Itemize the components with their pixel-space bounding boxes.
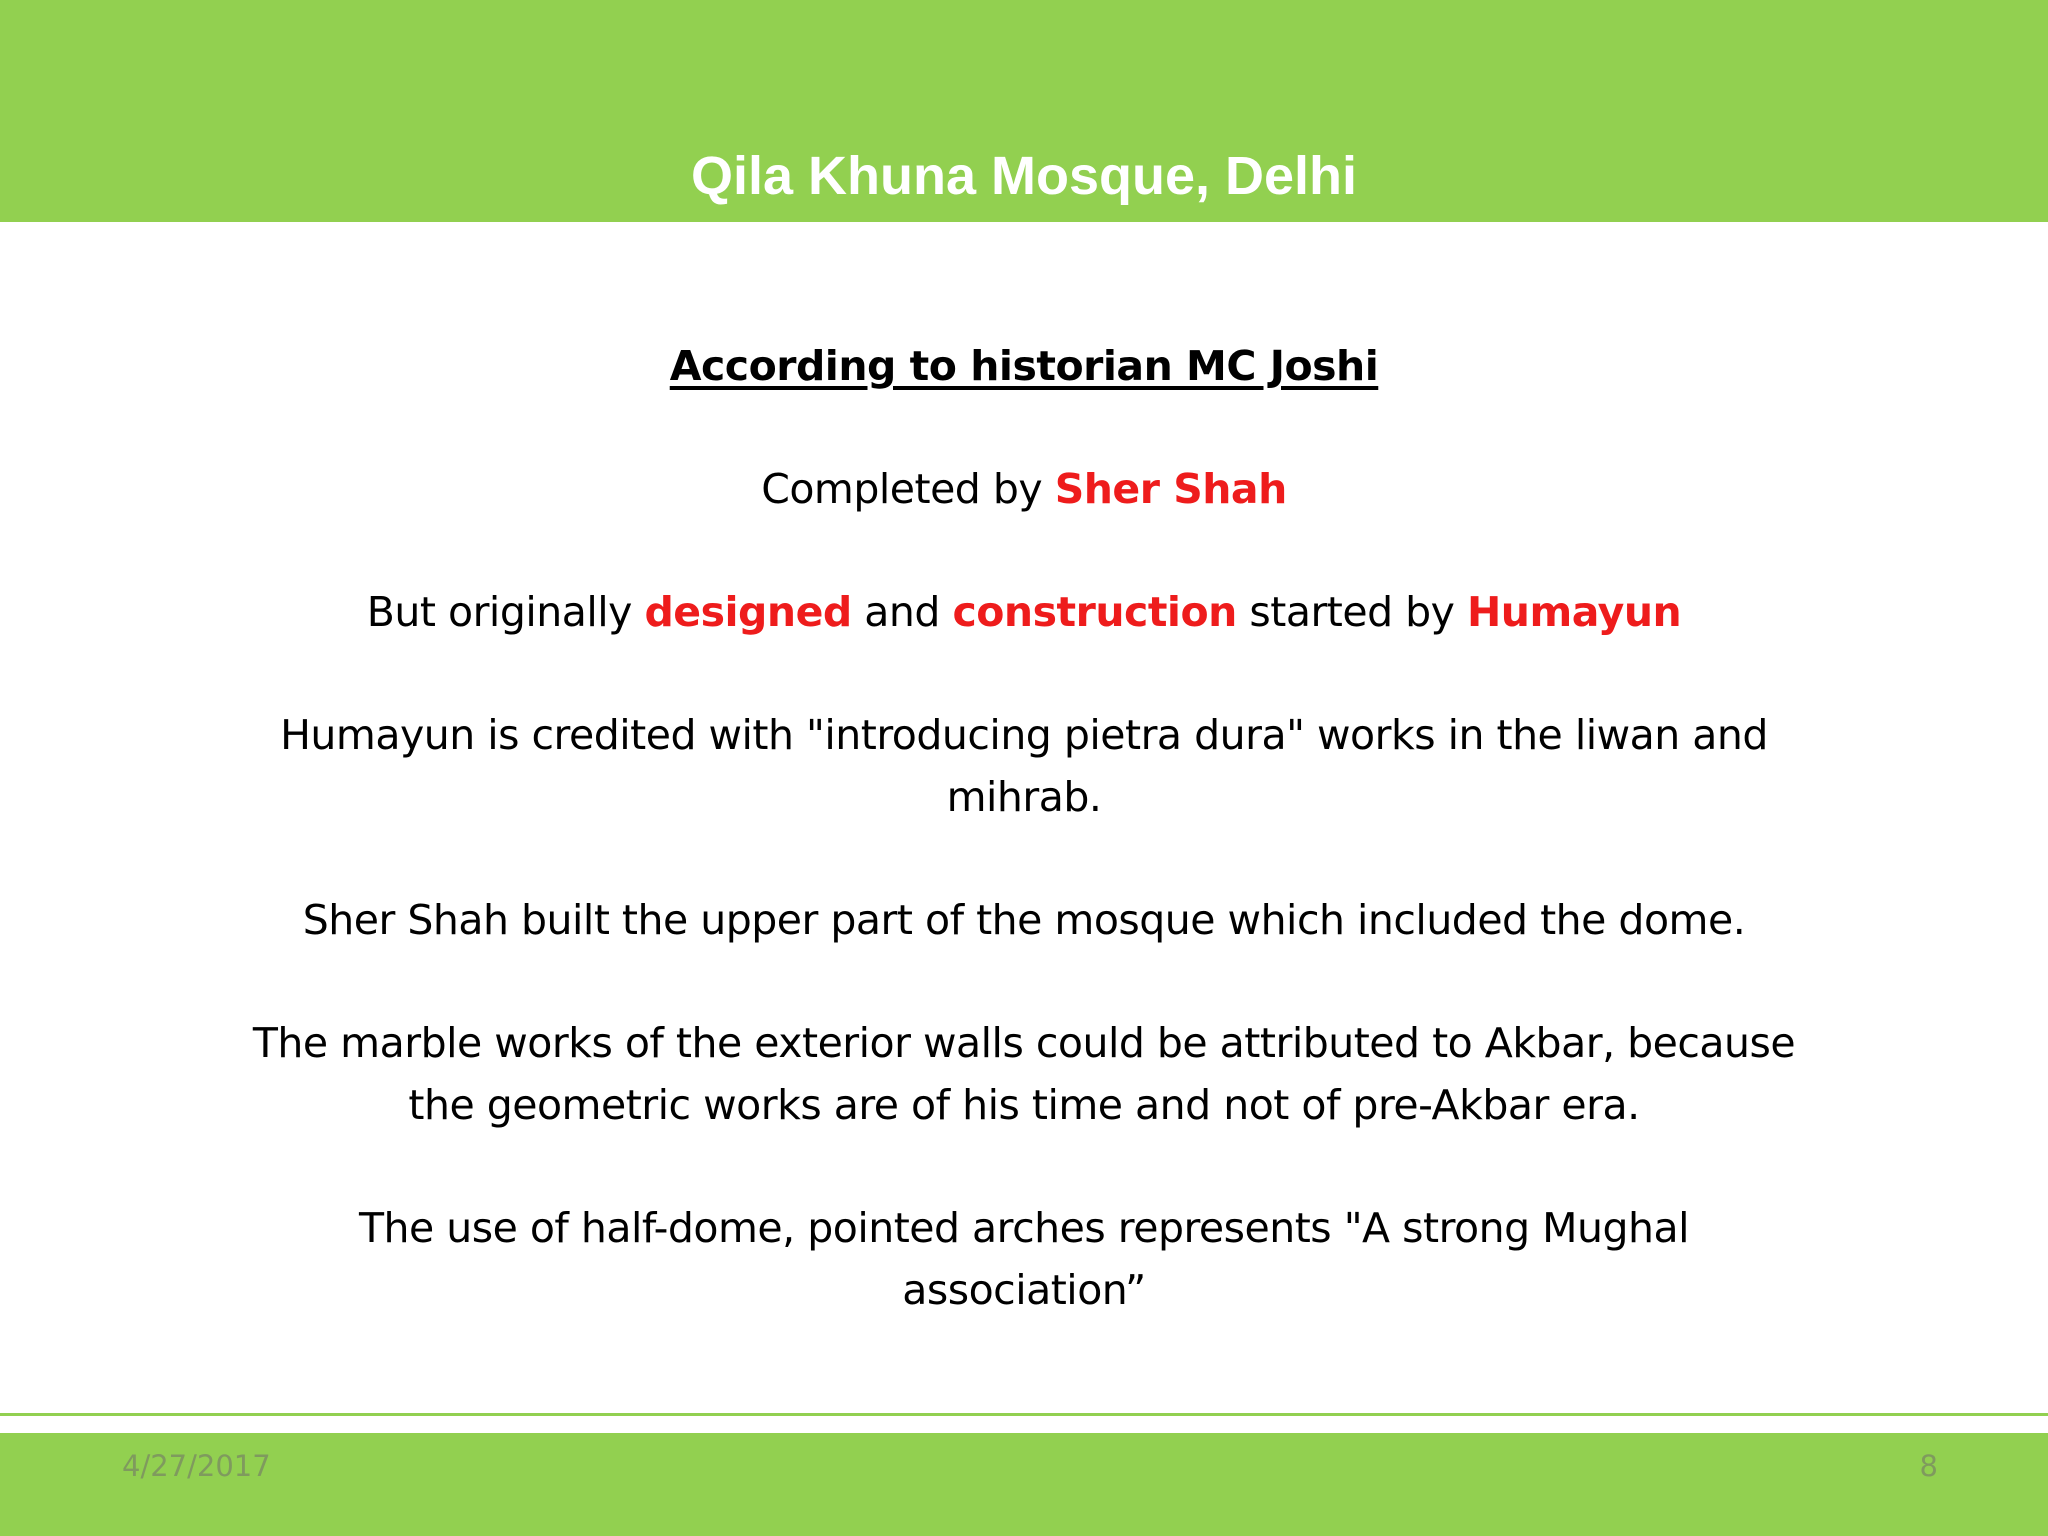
highlight-construction: construction	[952, 588, 1237, 636]
footer-date: 4/27/2017	[122, 1449, 271, 1483]
paragraph-pietra-dura-line2: mihrab.	[946, 773, 1102, 821]
paragraph-half-dome-line1: The use of half-dome, pointed arches represents "A strong Mughal	[358, 1204, 1690, 1252]
footer-bar	[0, 1433, 2048, 1536]
paragraph-half-dome-line2: association”	[902, 1266, 1146, 1314]
highlight-sher-shah: Sher Shah	[1054, 465, 1287, 513]
paragraph-completed-by	[200, 458, 1848, 520]
slide-number: 8	[1919, 1449, 1938, 1483]
paragraph-marble-works-line1: The marble works of the exterior walls could be attributed to Akbar, because	[252, 1019, 1796, 1067]
paragraph-marble-works-line2: the geometric works are of his time and not of pre-Akbar era.	[408, 1081, 1640, 1129]
paragraph-pietra-dura-line1: Humayun is credited with "introducing pietra dura" works in the liwan and	[280, 711, 1768, 759]
slide-body	[200, 0, 1848, 1400]
highlight-humayun: Humayun	[1466, 588, 1682, 636]
paragraph-originally-designed	[200, 581, 1848, 643]
slide-title: Qila Khuna Mosque, Delhi	[690, 146, 1358, 206]
section-heading: According to historian MC Joshi	[669, 342, 1379, 390]
paragraph-upper-part: Sher Shah built the upper part of the mosque which included the dome.	[302, 896, 1746, 944]
text: started by	[1236, 588, 1467, 636]
text: and	[851, 588, 953, 636]
text: Completed by	[761, 465, 1055, 513]
footer-divider	[0, 1413, 2048, 1416]
text: But originally	[366, 588, 645, 636]
highlight-designed: designed	[644, 588, 852, 636]
